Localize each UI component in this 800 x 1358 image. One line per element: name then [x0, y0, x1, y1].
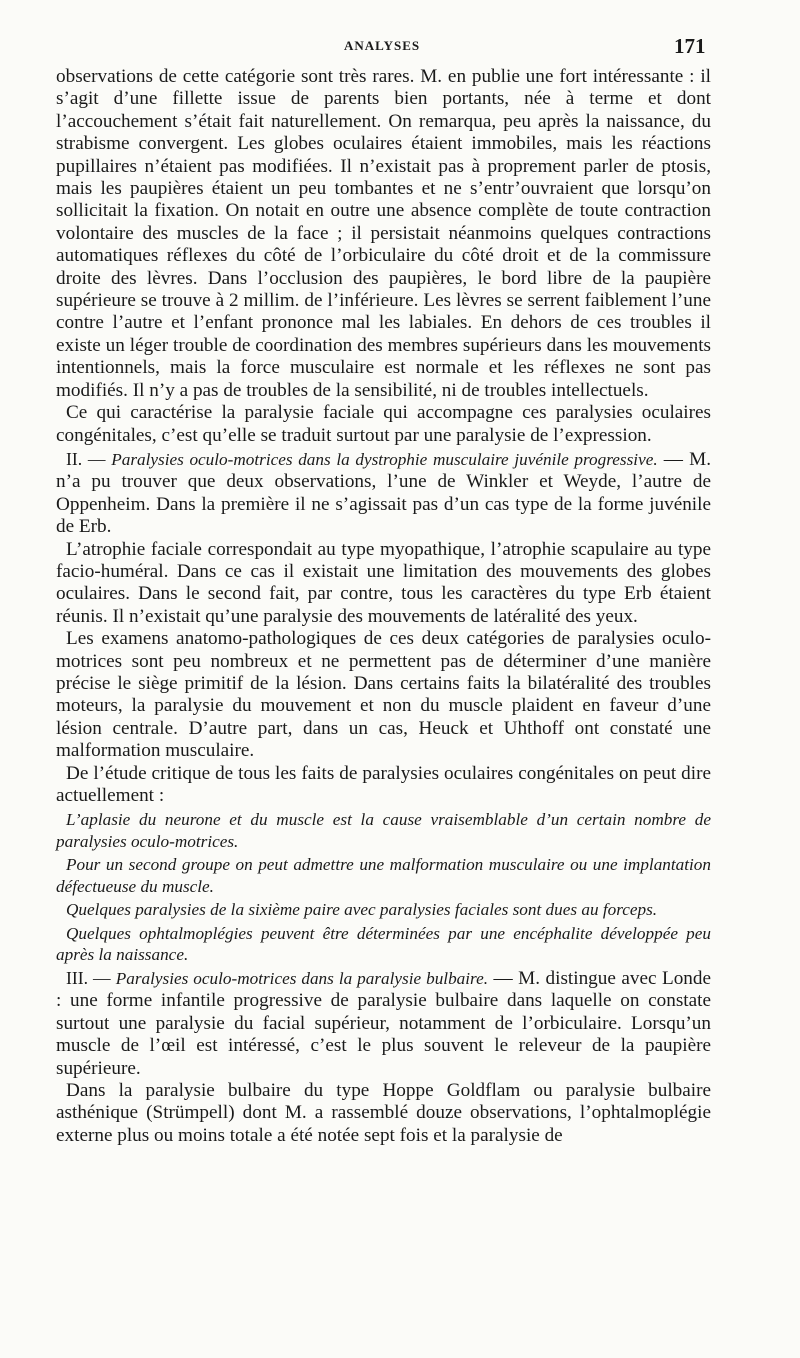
conclusion-4: Quelques ophtalmoplégies peuvent être déterminées par une encéphalite développée peu après la naissance. — [56, 923, 711, 965]
section-ii — [56, 449, 711, 539]
section-iii — [56, 968, 711, 1080]
paragraph-examens: Les examens anatomo-pathologiques de ces deux catégories de paralysies oculo-motrices sont peu nombreux et ne permettent pas de déterminer d’une manière précise le siège primitif de la lésion. Dans certains faits la bilatéralité des troubles moteurs, la paralysie du mouvement et non du muscle plaident en faveur d’une lésion centrale. D’autre part, dans un cas, Heuck et Uhthoff ont constaté une malformation musculaire. — [56, 628, 711, 762]
running-head: ANALYSES — [344, 38, 421, 53]
page-number: 171 — [674, 34, 706, 58]
section-ii-title: Paralysies oculo-motrices dans la dystrophie musculaire juvénile progressive. — [111, 449, 658, 469]
section-ii-number: II. — — [66, 448, 112, 469]
section-iii-number: III. — — [66, 967, 116, 988]
page-body — [56, 66, 711, 1147]
conclusion-2: Pour un second groupe on peut admettre une malformation musculaire ou une implantation défectueuse du muscle. — [56, 855, 711, 896]
paragraph-observation: observations de cette catégorie sont très rares. M. en publie une fort intéressante : il s’agit d’une fillette issue de parents bien portants, née à terme et dont l’accouchement s’était fait naturellement. On remarqua, peu après la naissance, du strabisme convergent. Les globes oculaires étaient immobiles, mais les réactions pupillaires n’étaient pas modifiées. Il n’existait pas à proprement parler de ptosis, mais les paupières étaient un peu tombantes et ne s’entr’ouvraient que lorsqu’on sollicitait la fixation. On notait en outre une absence complète de toute contraction volontaire des muscles de la face ; il persistait néanmoins quelques contractions automatiques réflexes du côté de l’orbiculaire du côté droit et de la commissure droite des lèvres. Dans l’occlusion des paupières, le bord libre de la paupière supérieure se trouve à 2 millim. de l’inférieure. Les lèvres se serrent faiblement l’une contre l’autre et l’enfant prononce mal les labiales. En dehors de ces troubles il existe un léger trouble de coordination des membres supérieurs dans les mouvements intentionnels, mais la force musculaire est normale et les réflexes ne sont pas modifiés. Il n’y a pas de troubles de la sensibilité, ni de troubles intellectuels. — [56, 66, 711, 401]
section-iii-text: — M. distingue avec Londe : une forme infantile progressive de paralysie bulbaire dans laquelle on constate surtout une paralysie du facial supérieur, notamment de l’orbiculaire. Lorsqu’un muscle de l’œil est intéressé, c’est le plus souvent le releveur de la paupière supérieure. — [56, 967, 711, 1079]
section-iii-title: Paralysies oculo-motrices dans la paralysie bulbaire. — [115, 968, 489, 988]
paragraph-paralysie-faciale: Ce qui caractérise la paralysie faciale qui accompagne ces paralysies oculaires congénitales, c’est qu’elle se traduit surtout par une paralysie de l’expression. — [56, 402, 711, 446]
conclusion-3: Quelques paralysies de la sixième paire avec paralysies faciales sont dues au forceps. — [66, 900, 658, 920]
paragraph-atrophie-faciale: L’atrophie faciale correspondait au type myopathique, l’atrophie scapulaire au type facio-huméral. Dans ce cas il existait une limitation des mouvements des globes oculaires. Dans le second fait, par contre, tous les caractères du type Erb étaient réunis. Il n’existait qu’une paralysie des mouvements de latéralité des yeux. — [56, 538, 711, 627]
page-header — [0, 34, 800, 58]
section-ii-text: — M. n’a pu trouver que deux observations, l’une de Winkler et Weyde, l’autre de Oppenheim. Dans la première il ne s’agissait pas d’un cas type de la forme juvénile de Erb. — [56, 448, 712, 538]
paragraph-hoppe-goldflam: Dans la paralysie bulbaire du type Hoppe Goldflam ou paralysie bulbaire asthénique (Strümpell) dont M. a rassemblé douze observations, l’ophtalmoplégie externe plus ou moins totale a été notée sept fois et la paralysie de — [56, 1079, 711, 1146]
conclusion-1: L’aplasie du neurone et du muscle est la cause vraisemblable d’un certain nombre de paralysies oculo-motrices. — [56, 810, 711, 851]
paragraph-etude-critique: De l’étude critique de tous les faits de paralysies oculaires congénitales on peut dire actuellement : — [56, 762, 711, 806]
